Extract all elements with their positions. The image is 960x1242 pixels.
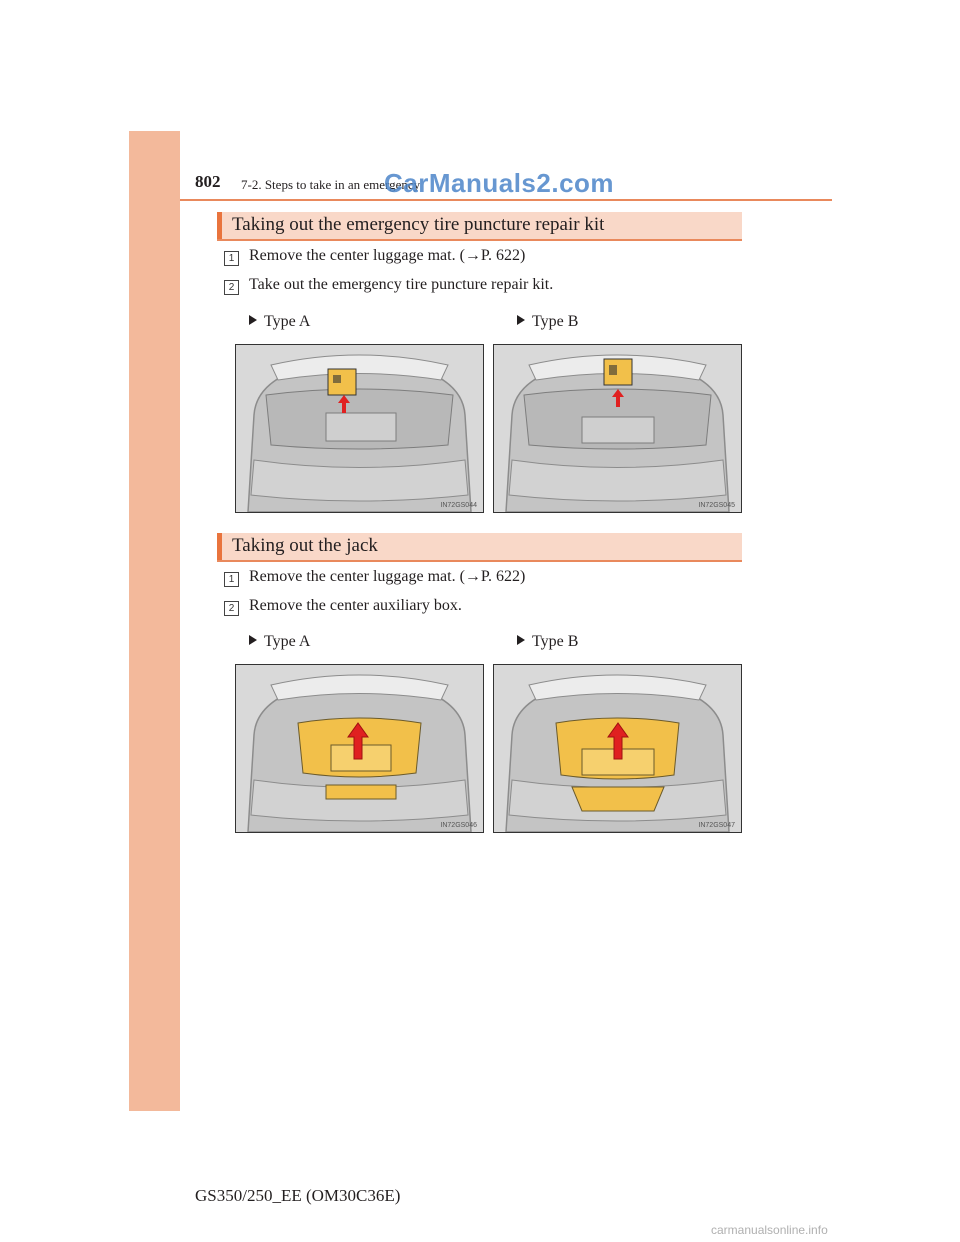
triangle-bullet-icon [249,635,257,645]
step-number: 2 [224,601,239,616]
type-label-a [249,313,310,331]
illustration-jack-type-b [493,664,742,833]
triangle-bullet-icon [249,315,257,325]
section-header-jack [217,533,742,560]
step-text: Remove the center luggage mat. (→P. 622) [249,568,526,585]
step-text: Take out the emergency tire puncture repair kit. [249,276,554,293]
type-label-text: Type A [264,313,311,330]
trunk-illustration [236,345,483,512]
side-band [129,131,180,1111]
illustration-repair-kit-type-b [493,344,742,513]
section-title: Taking out the jack [232,535,378,556]
type-label-b [517,633,578,651]
type-label-a [249,633,310,651]
trunk-illustration [494,665,741,832]
illustration-repair-kit-type-a [235,344,484,513]
type-label-b [517,313,578,331]
step-text: Remove the center luggage mat. (→P. 622) [249,247,526,264]
image-code: IN72GS047 [698,822,735,829]
trunk-illustration [236,665,483,832]
watermark: CarManuals2.com [384,168,615,198]
trunk-illustration [494,345,741,512]
image-code: IN72GS046 [440,822,477,829]
image-code: IN72GS045 [698,502,735,509]
type-label-text: Type B [532,313,579,330]
type-label-text: Type A [264,633,311,650]
header-rule [180,199,832,201]
breadcrumb: 7-2. Steps to take in an emergency [241,177,421,192]
step-number: 1 [224,572,239,587]
footer-model: GS350/250_EE (OM30C36E) [195,1186,401,1205]
step-text: Remove the center auxiliary box. [249,597,462,614]
section-header-repair-kit [217,212,742,239]
illustration-jack-type-a [235,664,484,833]
footer-credit: carmanualsonline.info [711,1223,828,1237]
step-number: 2 [224,280,239,295]
page-number: 802 [195,172,221,191]
triangle-bullet-icon [517,315,525,325]
type-label-text: Type B [532,633,579,650]
step-number: 1 [224,251,239,266]
section-title: Taking out the emergency tire puncture repair kit [232,214,605,235]
image-code: IN72GS044 [440,502,477,509]
triangle-bullet-icon [517,635,525,645]
